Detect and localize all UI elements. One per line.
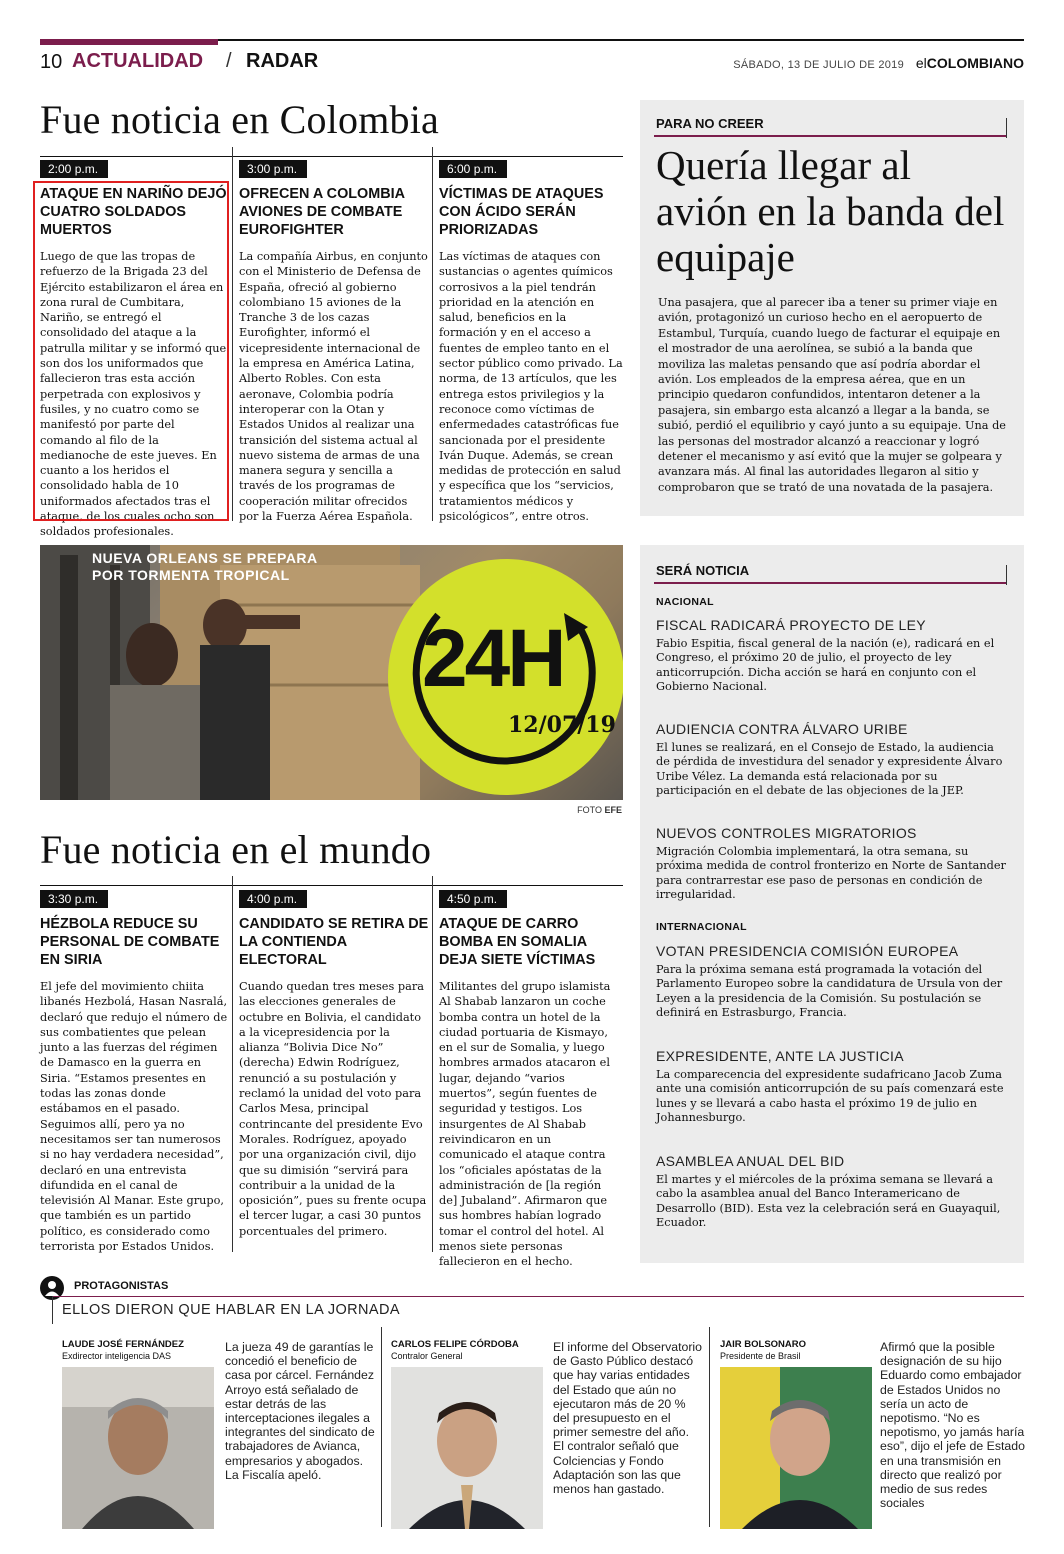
newspaper-logo (916, 55, 1024, 71)
item-title: VOTAN PRESIDENCIA COMISIÓN EUROPEA (656, 943, 959, 959)
photo-credit (577, 805, 622, 815)
column-divider (232, 147, 233, 521)
column-divider (381, 1327, 382, 1527)
item-body: El martes y el miércoles de la próxima semana se llevará a cabo la asamblea anual del Banco Interamericano de Desarrollo (BID). Esta vez la celebración será en Guayaquil, Ecuador. (656, 1173, 1001, 1230)
mundo-story-1 (40, 888, 228, 1254)
column-divider (432, 876, 433, 1252)
story-body: Las víctimas de ataques con sustancias o agentes químicos corrosivos a la piel tendrán prioridad en la atención en salud, beneficios en la formación y en el acceso a fuentes de empleo tanto en el sector público como privado. La norma, de 13 artículos, que les entrega estos privilegios y la reconoce como víctimas de enfermedades catastróficas fue sancionada por el presidente Iván Duque. Además, se crean medidas de protección en salud y específica que los “servicios, tratamientos médicos y psicológicos”, entre otros. (439, 250, 623, 524)
protagonist-role: Presidente de Brasil (720, 1351, 801, 1361)
item-title: FISCAL RADICARÁ PROYECTO DE LEY (656, 617, 926, 633)
protagonist-text: El informe del Observatorio de Gasto Público destacó que hay varias entidades del Estado que aún no ejecutaron más de 20 % del presupuesto en el primer semestre del año. El contralor señaló que Colciencias y Fondo Adaptación son las que menos han gastado. (553, 1340, 702, 1497)
section-separator: / (226, 50, 232, 72)
item-title: EXPRESIDENTE, ANTE LA JUSTICIA (656, 1048, 904, 1064)
story-time: 6:00 p.m. (439, 160, 507, 178)
panel-title: Quería llegar al avión en la banda del equipaje (656, 142, 1005, 280)
item-body: El lunes se realizará, en el Consejo de Estado, la audiencia de pérdida de investidura del senador y expresidente Álvaro Uribe Vélez. La demanda está relacionada por su participación en el debate de las objeciones de la JEP. (656, 741, 1003, 798)
sera-noticia-item (656, 721, 1008, 799)
story-title: ATAQUE DE CARRO BOMBA EN SOMALIA DEJA SIETE VÍCTIMAS (439, 916, 596, 968)
mundo-heading: Fue noticia en el mundo (40, 827, 432, 872)
mundo-rule (40, 885, 623, 886)
credit-source: EFE (604, 805, 622, 815)
mundo-story-2 (239, 888, 429, 1239)
kicker-tick (1006, 118, 1007, 138)
story-body: Cuando quedan tres meses para las elecciones generales de octubre en Bolivia, el candidato a la vicepresidencia por la alianza “Bolivia Dice No” (derecha) Edwin Rodríguez, renunció a su postulación y reclamó la unidad del voto para Carlos Mesa, principal contrincante del presidente Evo Morales. Rodríguez, apoyado por una organización civil, dijo que su dimisión “servirá para contribuir a la unidad de la oposición”, pues su frente ocupa el tercer lugar, a casi 30 puntos porcentuales del primero. (239, 980, 427, 1238)
column-divider (232, 876, 233, 1252)
page-number: 10 (40, 51, 63, 73)
panel-kicker: PARA NO CREER (656, 116, 764, 131)
sera-noticia-item (656, 825, 1008, 903)
protagonist-role: Exdirector inteligencia DAS (62, 1351, 172, 1361)
protagonistas-kicker: PROTAGONISTAS (74, 1280, 169, 1292)
sera-noticia-panel (640, 545, 1024, 1263)
colombia-story-2 (239, 158, 429, 524)
item-body: Para la próxima semana está programada la votación del Parlamento Europeo sobre la candidatura de Ursula von der Leyen a la presidencia de la Comisión. Su postulación se definirá en Estrasburgo, Francia. (656, 963, 1003, 1020)
mundo-story-3 (439, 888, 623, 1270)
story-body: Militantes del grupo islamista Al Shabab lanzaron un coche bomba contra un hotel de la ciudad portuaria de Kismayo, en el sur de Somalia, y luego hombres armados atacaron el lugar, dejando “varios muertos”, según fuentes de seguridad y testigos. Los insurgentes de Al Shabab reivindicaron en un comunicado el ataque contra los “oficiales apóstatas de la administración de [la región de] Jubaland”. Afirmaron que sus hombres habían logrado tomar el control del hotel. Al menos siete personas fallecieron en el hecho. (439, 980, 611, 1269)
story-title: ATAQUE EN NARIÑO DEJÓ CUATRO SOLDADOS MUERTOS (40, 186, 227, 238)
caption-line-1: NUEVA ORLEANS SE PREPARA (92, 550, 318, 566)
protagonist-portrait (62, 1367, 214, 1529)
item-title: AUDIENCIA CONTRA ÁLVARO URIBE (656, 721, 908, 737)
story-body: Luego de que las tropas de refuerzo de la Brigada 23 del Ejército estabilizaron el área en zona rural de Cumbitara, Nariño, se entregó el consolidado del ataque a la patrulla militar y se informó que son dos los uniformados que fallecieron tras esta acción perpetrada con explosivos y fusiles, y no cuatro como se manifestó por parte del comando al filo de la medianoche de este jueves. En cuanto a los heridos el consolidado habla de 10 uniformados afectados tras el ataque, de los cuales ocho son soldados profesionales. (40, 250, 227, 539)
para-no-creer-panel (640, 100, 1024, 516)
story-time: 4:50 p.m. (439, 890, 507, 908)
credit-prefix: FOTO (577, 805, 602, 815)
story-body: El jefe del movimiento chiita libanés Hezbolá, Hasan Nasralá, declaró que redujo el número de sus combatientes que pelean junto a las fuerzas del régimen de Damasco en la guerra en Siria. “Estamos presentes en todas las zonas donde estábamos en el pasado. Seguimos allí, pero ya no necesitamos ser tan numerosos si no hay verdadera necesidad”, declaró en una entrevista difundida en el canal de televisión Al Manar. Este grupo, que también es un partido político, es considerado como terrorista por Estados Unidos. (40, 980, 228, 1254)
story-time: 2:00 p.m. (40, 160, 108, 178)
colombia-heading: Fue noticia en Colombia (40, 97, 439, 142)
panel-body: Una pasajera, que al parecer iba a tener su primer viaje en avión, protagonizó un curioso hecho en el aeropuerto de Estambul, Turquía, cuando luego de facturar el equipaje en el mostrador de una aerolínea, se subió a la banda que moviliza las maletas pensando que así podría abordar el avión. Los empleados de la empresa aérea, que en un principio quedaron confundidos, intentaron detener a la pasajera, sin embargo esta alcanzó a llegar a la banda, se subió, perdió el equilibrio y cayó junto a su equipaje. Una de las personas del mostrador alcanzó a reaccionar y logró detener el mecanismo y así evitó que la mujer se golpeara y avanzara más. Al final las autoridades llegaron al sitio y comprobaron que se trató de una novatada de la pasajera. (658, 296, 1006, 494)
logo-prefix: el (915, 55, 927, 71)
story-title: OFRECEN A COLOMBIA AVIONES DE COMBATE EUROFIGHTER (239, 186, 405, 238)
protagonist-text: La jueza 49 de garantías le concedió el beneficio de casa por cárcel. Fernández Arroyo está señalado de estar detrás de las interceptaciones ilegales a integrantes del sindicato de trabajadores de Avianca, empresarios y abogados. La Fiscalía apeló. (225, 1340, 375, 1482)
item-body: La comparecencia del expresidente sudafricano Jacob Zuma ante una comisión anticorrupción de su país comenzará este lunes y se llevará a cabo hasta el próximo 19 de julio en Johannesburgo. (656, 1068, 1004, 1125)
sera-noticia-item (656, 943, 1008, 1021)
colombia-story-3 (439, 158, 623, 524)
protagonist-portrait (720, 1367, 872, 1529)
sera-noticia-item (656, 1048, 1008, 1126)
protagonist-text: Afirmó que la posible designación de su hijo Eduardo como embajador de Estados Unidos no sería un acto de nepotismo. “No es nepotismo, yo jamás haría eso”, dijo el jefe de Estado en una transmisión en directo que realizó por medio de sus redes sociales (880, 1340, 1025, 1511)
story-body: La compañía Airbus, en conjunto con el Ministerio de Defensa de España, ofreció al gobierno colombiano 15 aviones de la Tranche 3 de los cazas Eurofighter, informó el vicepresidente internacional de la empresa en América Latina, Alberto Robles. Con esta aeronave, Colombia podría interoperar con la Otan y Estados Unidos al realizar una transición del sistema actual al nuevo sistema de armas de una manera segura y sencilla a través de los programas de cooperación militar ofrecidos por la Fuerza Aérea Española. (239, 250, 428, 524)
item-body: Migración Colombia implementará, la otra semana, su próxima medida de control fronterizo en Norte de Santander para contrarrestar ese paso de personas en condición de irregularidad. (656, 845, 1006, 902)
colombia-rule (40, 156, 623, 157)
photo-caption (92, 550, 318, 584)
item-body: Fabio Espitia, fiscal general de la nación (e), radicará en el Congreso, el próximo 20 de julio, el proyecto de ley anticorrupción. Dicha acción se hará en conjunto con el Gobierno Nacional. (656, 637, 995, 694)
highlight-box (33, 181, 229, 521)
protagonist-name: LAUDE JOSÉ FERNÁNDEZ (62, 1339, 184, 1350)
section-name: ACTUALIDAD (72, 50, 204, 72)
kicker-tick (1006, 565, 1007, 585)
kicker-rule (654, 582, 1006, 584)
story-time: 3:00 p.m. (239, 160, 307, 178)
column-divider (709, 1327, 710, 1527)
protagonistas-rule (52, 1296, 1024, 1297)
24h-badge-date: 12/07/19 (508, 712, 616, 738)
story-title: VÍCTIMAS DE ATAQUES CON ÁCIDO SERÁN PRIORIZADAS (439, 186, 604, 238)
sera-noticia-item (656, 617, 1008, 695)
protagonist-name: CARLOS FELIPE CÓRDOBA (391, 1339, 519, 1350)
caption-line-2: POR TORMENTA TROPICAL (92, 567, 290, 583)
sera-noticia-item (656, 1153, 1008, 1231)
protagonist-portrait (391, 1367, 543, 1529)
subsection-name: RADAR (246, 50, 319, 72)
panel-kicker: SERÁ NOTICIA (656, 563, 750, 578)
item-title: ASAMBLEA ANUAL DEL BID (656, 1153, 845, 1169)
nacional-label: NACIONAL (656, 596, 714, 608)
story-time: 3:30 p.m. (40, 890, 108, 908)
story-time: 4:00 p.m. (239, 890, 307, 908)
internacional-label: INTERNACIONAL (656, 921, 747, 933)
kicker-rule (654, 135, 1006, 137)
top-accent-bar (40, 39, 218, 45)
story-title: CANDIDATO SE RETIRA DE LA CONTIENDA ELECTORAL (239, 916, 429, 968)
protagonistas-tick (52, 1296, 53, 1324)
protagonist-name: JAIR BOLSONARO (720, 1339, 807, 1350)
column-divider (432, 147, 433, 521)
protagonistas-subtitle: ELLOS DIERON QUE HABLAR EN LA JORNADA (62, 1302, 400, 1318)
protagonist-role: Contralor General (391, 1351, 463, 1361)
story-title: HÉZBOLA REDUCE SU PERSONAL DE COMBATE EN SIRIA (40, 916, 220, 968)
issue-date: SÁBADO, 13 DE JULIO DE 2019 (733, 59, 904, 71)
logo-name: COLOMBIANO (926, 55, 1024, 71)
item-title: NUEVOS CONTROLES MIGRATORIOS (656, 825, 917, 841)
24h-badge-text: 24H (422, 613, 564, 704)
